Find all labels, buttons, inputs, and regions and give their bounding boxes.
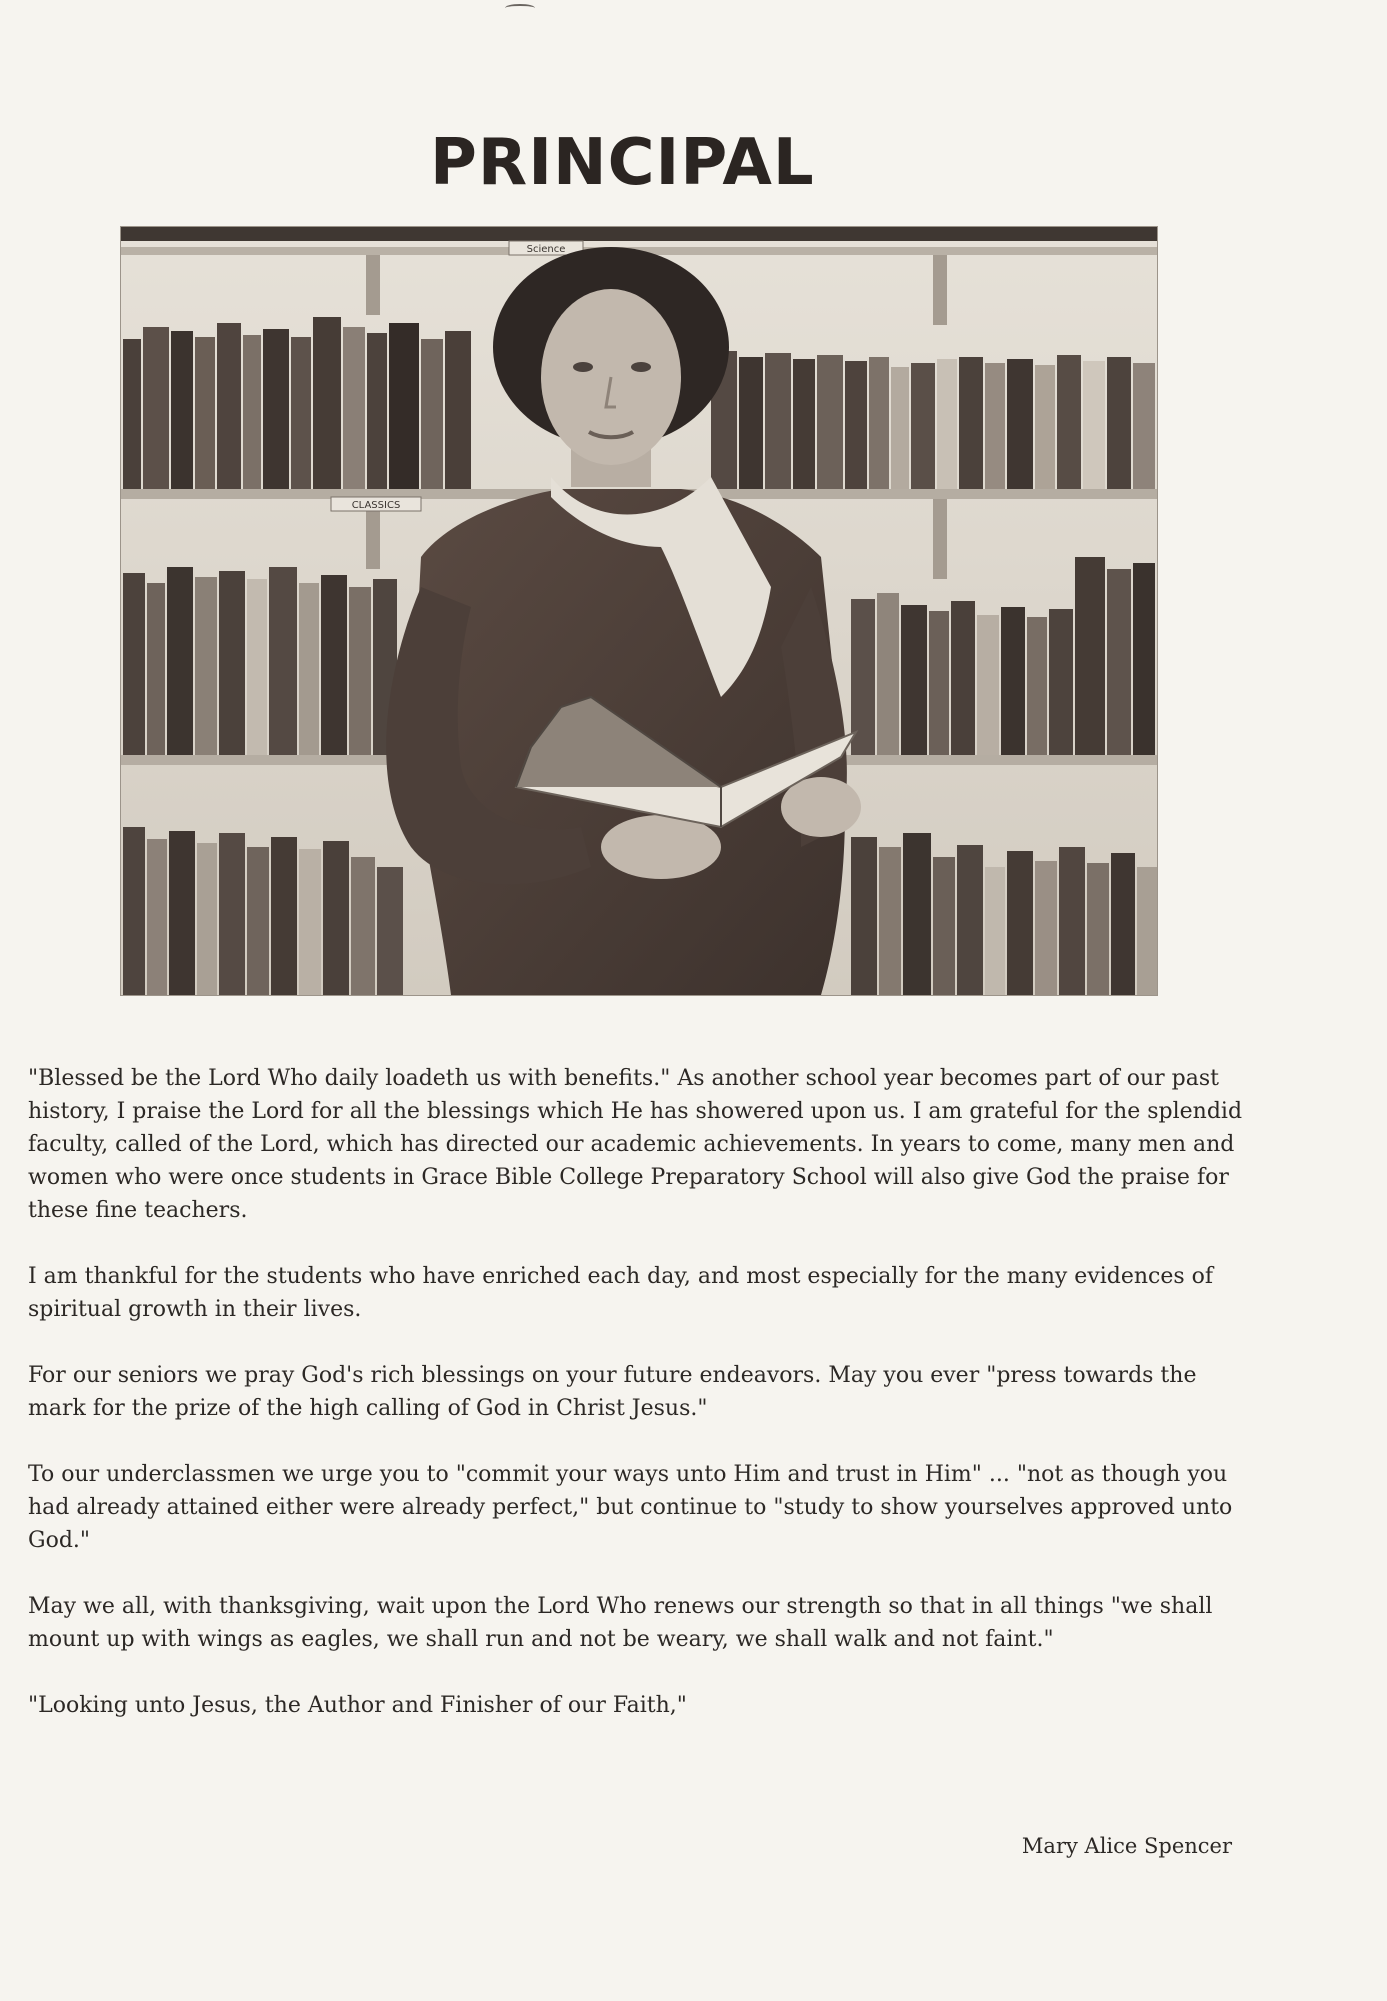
message-paragraph: For our seniors we pray God's rich blessings on your future endeavors. May you ever "press towards the mark for the prize of the high calling of God in Christ Jesus." — [28, 1363, 1197, 1421]
scan-mark — [505, 4, 535, 12]
message-paragraph: To our underclassmen we urge you to "commit your ways unto Him and trust in Him" ... "not as though you had already attained either were already perfect," but continue to "study to show yourselves approved unto God." — [28, 1462, 1233, 1553]
message-paragraph: I am thankful for the students who have enriched each day, and most especially for the many evidences of spiritual growth in their lives. — [28, 1264, 1214, 1322]
message-paragraph: "Looking unto Jesus, the Author and Finisher of our Faith," — [28, 1693, 687, 1718]
principal-photo — [120, 226, 1158, 996]
signature: Mary Alice Spencer — [1021, 1834, 1232, 1858]
principal-message — [28, 1062, 1248, 1755]
shelf-label-classics: CLASSICS — [351, 500, 401, 511]
message-paragraph: May we all, with thanksgiving, wait upon the Lord Who renews our strength so that in all things "we shall mount up with wings as eagles, we shall run and not be weary, we shall walk and not faint." — [28, 1594, 1213, 1652]
message-paragraph: "Blessed be the Lord Who daily loadeth us with benefits." As another school year becomes part of our past history, I praise the Lord for all the blessings which He has showered upon us. I am grateful for the splendid faculty, called of the Lord, which has directed our academic achievements. In years to come, many men and women who were once students in Grace Bible College Preparatory School will also give God the praise for these fine teachers. — [28, 1066, 1243, 1223]
page-title: PRINCIPAL — [430, 126, 815, 200]
shelf-label-science: Science — [526, 244, 566, 255]
library-photo-illustration — [121, 227, 1157, 995]
